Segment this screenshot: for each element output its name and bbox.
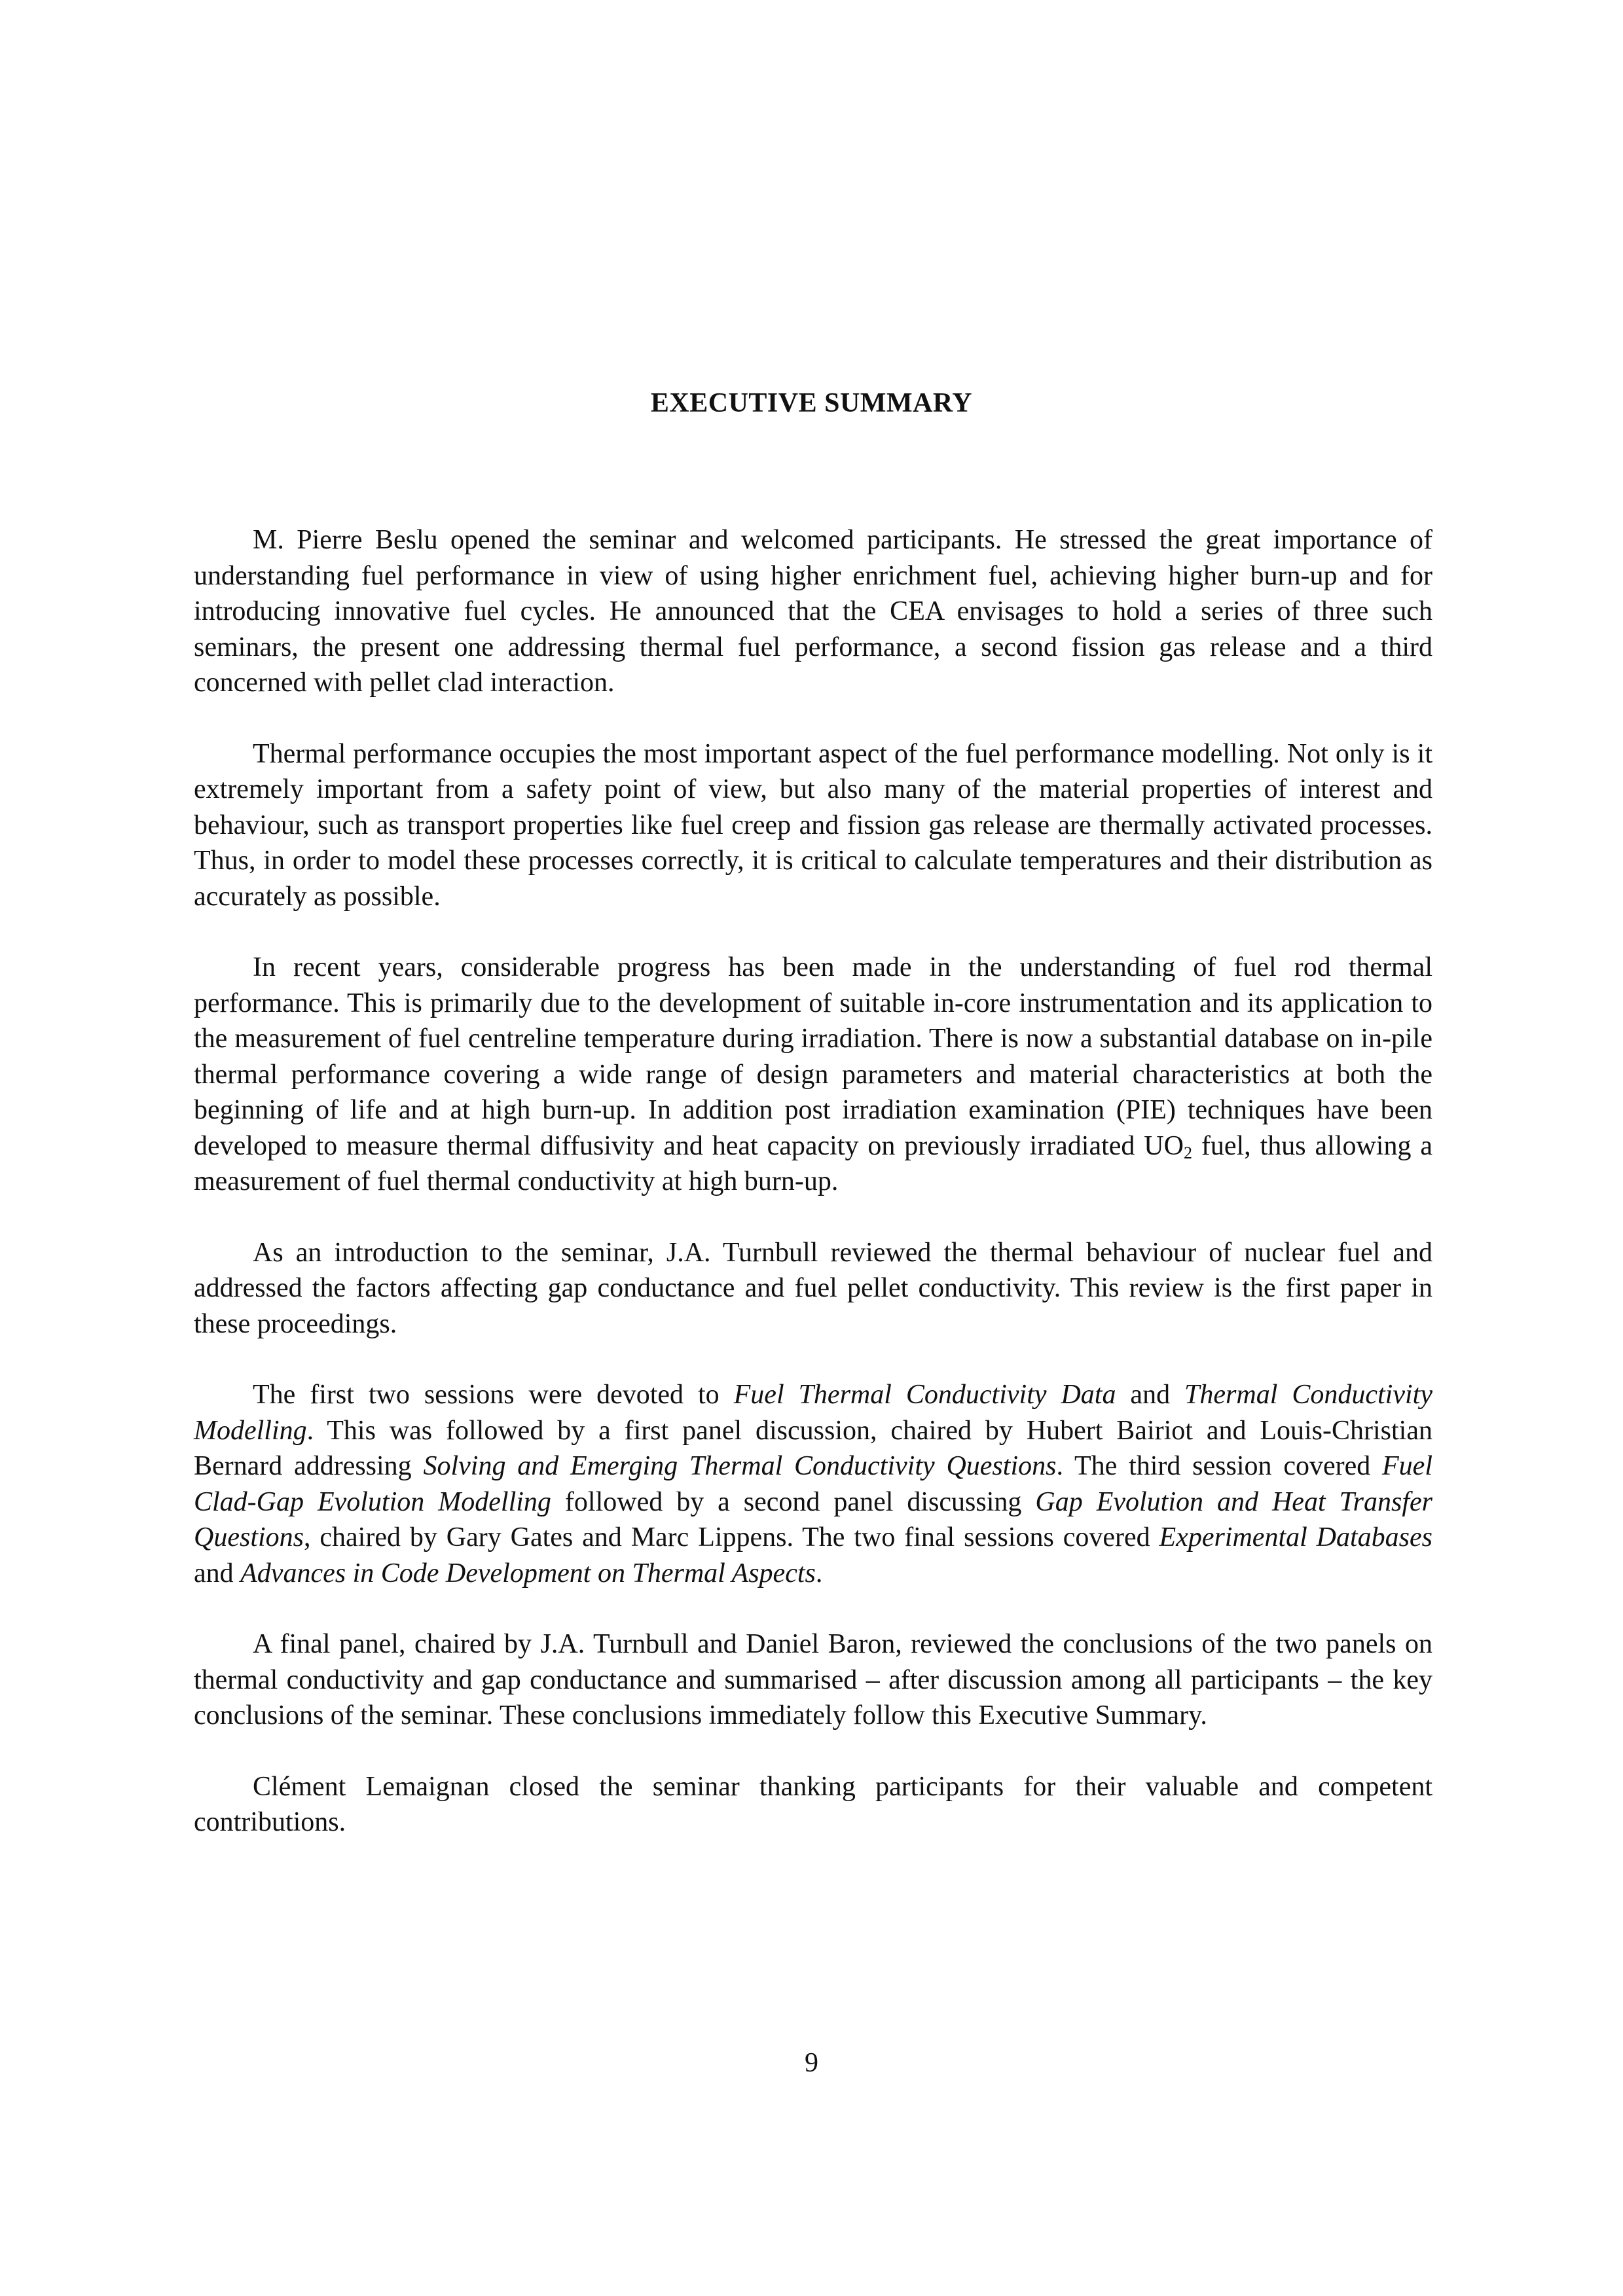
paragraph-text: The first two sessions were devoted to (253, 1380, 734, 1410)
paragraph-text: , chaired by Gary Gates and Marc Lippens. The two final sessions covered (304, 1522, 1159, 1552)
paragraph-text: In recent years, considerable progress has been made in the understanding of fuel rod thermal performance. This is primarily due to the development of suitable in-core instrumentation and its application to the measurement of fuel centreline temperature during irradiation. There is now a substantial database on in-pile thermal performance covering a wide range of design parameters and material characteristics at both the beginning of life and at high burn-up. In addition post irradiation examination (PIE) techniques have been developed to measure thermal diffusivity and heat capacity on previously irradiated UO (194, 952, 1432, 1161)
subscript: 2 (1183, 1143, 1192, 1162)
paragraph-recent-progress (194, 950, 1432, 1200)
paragraph-text: . This was followed by a first panel discussion, chaired by Hubert Bairiot and Louis-Christian Bernard addressing (194, 1415, 1432, 1481)
page-title: EXECUTIVE SUMMARY (650, 388, 973, 418)
session-title: Experimental Databases (1159, 1522, 1433, 1552)
paragraph-thermal-performance: Thermal performance occupies the most important aspect of the fuel performance modelling. Not only is it extremely important from a safety point of view, but also many of the material properties of interest and behaviour, such as transport properties like fuel creep and fission gas release are thermally activated processes. Thus, in order to model these processes correctly, it is critical to calculate temperatures and their distribution as accurately as possible. (194, 738, 1432, 912)
page-number: 9 (805, 2048, 818, 2078)
paragraph-sessions (194, 1377, 1432, 1591)
paragraph-text: . The third session covered (1056, 1451, 1383, 1481)
session-title: Fuel Thermal Conductivity Data (733, 1380, 1116, 1410)
document-body (194, 522, 1432, 1876)
panel-title: Solving and Emerging Thermal Conductivity Questions (423, 1451, 1057, 1481)
paragraph-opening: M. Pierre Beslu opened the seminar and welcomed participants. He stressed the great importance of understanding fuel performance in view of using higher enrichment fuel, achieving higher burn-up and for introducing innovative fuel cycles. He announced that the CEA envisages to hold a series of three such seminars, the present one addressing thermal fuel performance, a second fission gas release and a third concerned with pellet clad interaction. (194, 525, 1432, 698)
paragraph-final-panel: A final panel, chaired by J.A. Turnbull and Daniel Baron, reviewed the conclusions of the two panels on thermal conductivity and gap conductance and summarised – after discussion among all participants – the key conclusions of the seminar. These conclusions immediately follow this Executive Summary. (194, 1629, 1432, 1731)
paragraph-text: fuel, thus allowing a measurement of fuel thermal conductivity at high burn-up. (194, 1130, 1432, 1196)
paragraph-text: and (194, 1558, 241, 1588)
panel-title: Gap Evolution and Heat Transfer Questions (194, 1486, 1432, 1552)
session-title: Advances in Code Development on Thermal Aspects (240, 1558, 816, 1588)
session-title: Thermal Conductivity Modelling (194, 1380, 1432, 1446)
paragraph-text: and (1116, 1380, 1185, 1410)
paragraph-text: followed by a second panel discussing (551, 1486, 1036, 1517)
paragraph-text: . (815, 1558, 823, 1588)
paragraph-closing: Clément Lemaignan closed the seminar thanking participants for their valuable and competent contributions. (194, 1771, 1432, 1837)
session-title: Fuel Clad-Gap Evolution Modelling (194, 1451, 1432, 1517)
paragraph-introduction: As an introduction to the seminar, J.A. Turnbull reviewed the thermal behaviour of nuclear fuel and addressed the factors affecting gap conductance and fuel pellet conductivity. This review is the first paper in these proceedings. (194, 1237, 1432, 1339)
